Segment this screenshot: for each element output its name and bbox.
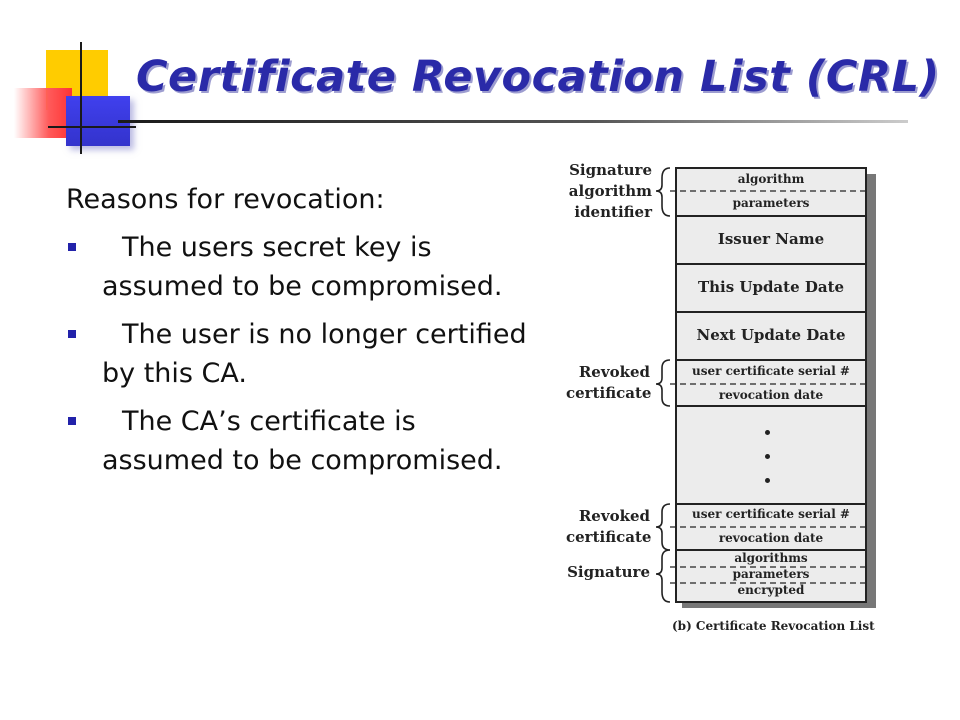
field-revocation-date: revocation date (718, 388, 824, 402)
field-issuer-name: Issuer Name (717, 230, 825, 248)
field-this-update-date: This Update Date (697, 278, 845, 296)
bullet-square-icon (68, 243, 76, 251)
field-next-update-date: Next Update Date (696, 326, 846, 344)
field-user-certificate-serial: user certificate serial # (692, 364, 850, 378)
label-revoked-certificate (566, 362, 650, 404)
field-signature-algorithms: algorithms (734, 551, 808, 565)
label-line: algorithm (568, 182, 652, 200)
bullet-item (66, 228, 546, 306)
field-user-certificate-serial: user certificate serial # (692, 507, 850, 521)
bullet-text: The users secret key is assumed to be compromised. (102, 232, 503, 302)
field-signature-parameters: parameters (732, 567, 810, 581)
title-divider (118, 120, 908, 123)
bullet-square-icon (68, 417, 76, 425)
label-line: Signature (569, 161, 652, 179)
bullet-text: The CA’s certificate is assumed to be compromised. (102, 406, 503, 476)
label-signature: Signature (567, 563, 650, 581)
logo-horizontal-line (48, 126, 136, 128)
slide-title: Certificate Revocation List (CRL) (136, 52, 940, 102)
label-signature-algorithm-identifier (566, 160, 652, 223)
field-parameters: parameters (732, 196, 810, 210)
crl-structure-diagram (566, 154, 886, 644)
ellipsis-dot (765, 430, 770, 435)
logo-vertical-line (80, 42, 82, 154)
bullet-item (66, 315, 546, 393)
bullet-text: The user is no longer certified by this CA. (102, 319, 527, 389)
reasons-heading: Reasons for revocation: (66, 184, 385, 215)
bullet-square-icon (68, 330, 76, 338)
label-line: certificate (566, 384, 652, 402)
diagram-caption: (b) Certificate Revocation List (672, 619, 875, 633)
logo-red-square (14, 88, 72, 138)
reasons-text (66, 182, 546, 489)
ellipsis-dot (765, 454, 770, 459)
label-line: Revoked (578, 507, 650, 525)
bullet-item (66, 402, 546, 480)
label-revoked-certificate (566, 506, 650, 548)
corner-logo (10, 38, 140, 153)
field-signature-encrypted: encrypted (737, 583, 805, 597)
field-revocation-date: revocation date (718, 531, 824, 545)
field-algorithm: algorithm (737, 172, 805, 186)
label-line: Revoked (578, 363, 650, 381)
label-line: identifier (574, 203, 652, 221)
ellipsis-dot (765, 478, 770, 483)
label-line: certificate (566, 528, 652, 546)
